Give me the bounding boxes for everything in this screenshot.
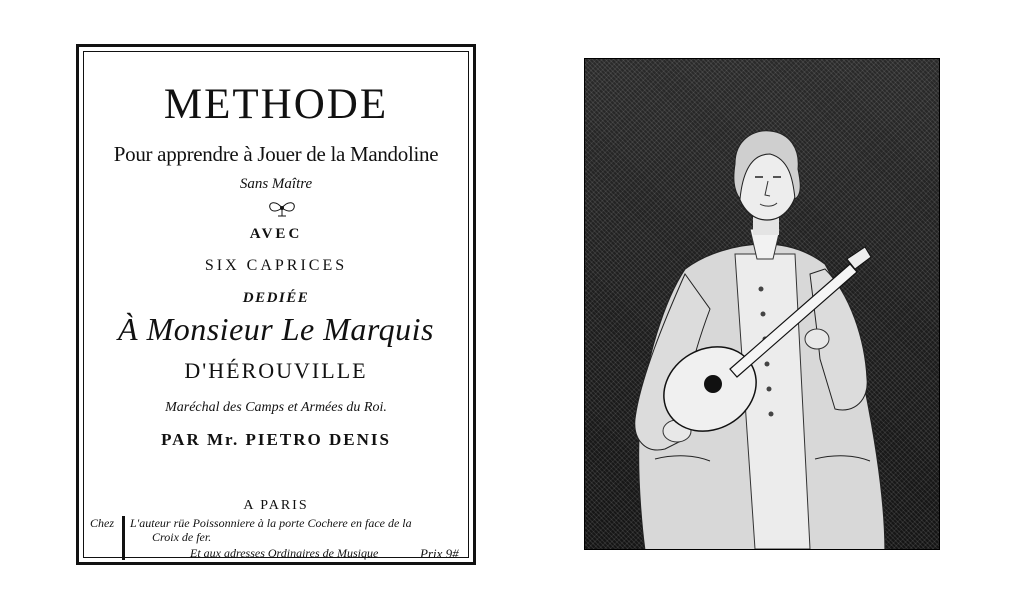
- six-caprices-text: SIX CAPRICES: [204, 257, 348, 274]
- imprint-line-1: L'auteur rüe Poissonniere à la porte Cochere en face de la: [130, 516, 412, 530]
- title-page-inner-frame: [83, 51, 469, 561]
- imprint-bracket: [122, 516, 125, 560]
- floral-ornament-icon: [262, 198, 302, 218]
- imprint-block: [90, 514, 472, 564]
- author-text: PAR Mr. PIETRO DENIS: [161, 430, 391, 449]
- paris-text: A PARIS: [243, 498, 309, 513]
- imprint-price: Prix 9#: [420, 546, 459, 561]
- portrait-figure-icon: [585, 59, 940, 550]
- marechal-text: Maréchal des Camps et Armées du Roi.: [165, 400, 387, 415]
- engraved-portrait: [584, 58, 940, 550]
- imprint-line-2: Croix de fer.: [152, 530, 212, 544]
- imprint-line-3: Et aux adresses Ordinaires de Musique: [190, 546, 379, 560]
- imprint-chez: Chez: [90, 516, 114, 530]
- title-page: [76, 44, 476, 565]
- herouville-text: D'HÉROUVILLE: [184, 358, 368, 383]
- title-methode: METHODE: [163, 81, 389, 128]
- title-subtitle: Pour apprendre à Jouer de la Mandoline: [113, 142, 439, 166]
- sans-maitre-text: Sans Maître: [239, 176, 313, 192]
- avec-text: AVEC: [249, 226, 303, 242]
- dedicatee-text: À Monsieur Le Marquis: [118, 311, 434, 347]
- dediee-text: DEDIÉE: [242, 290, 310, 306]
